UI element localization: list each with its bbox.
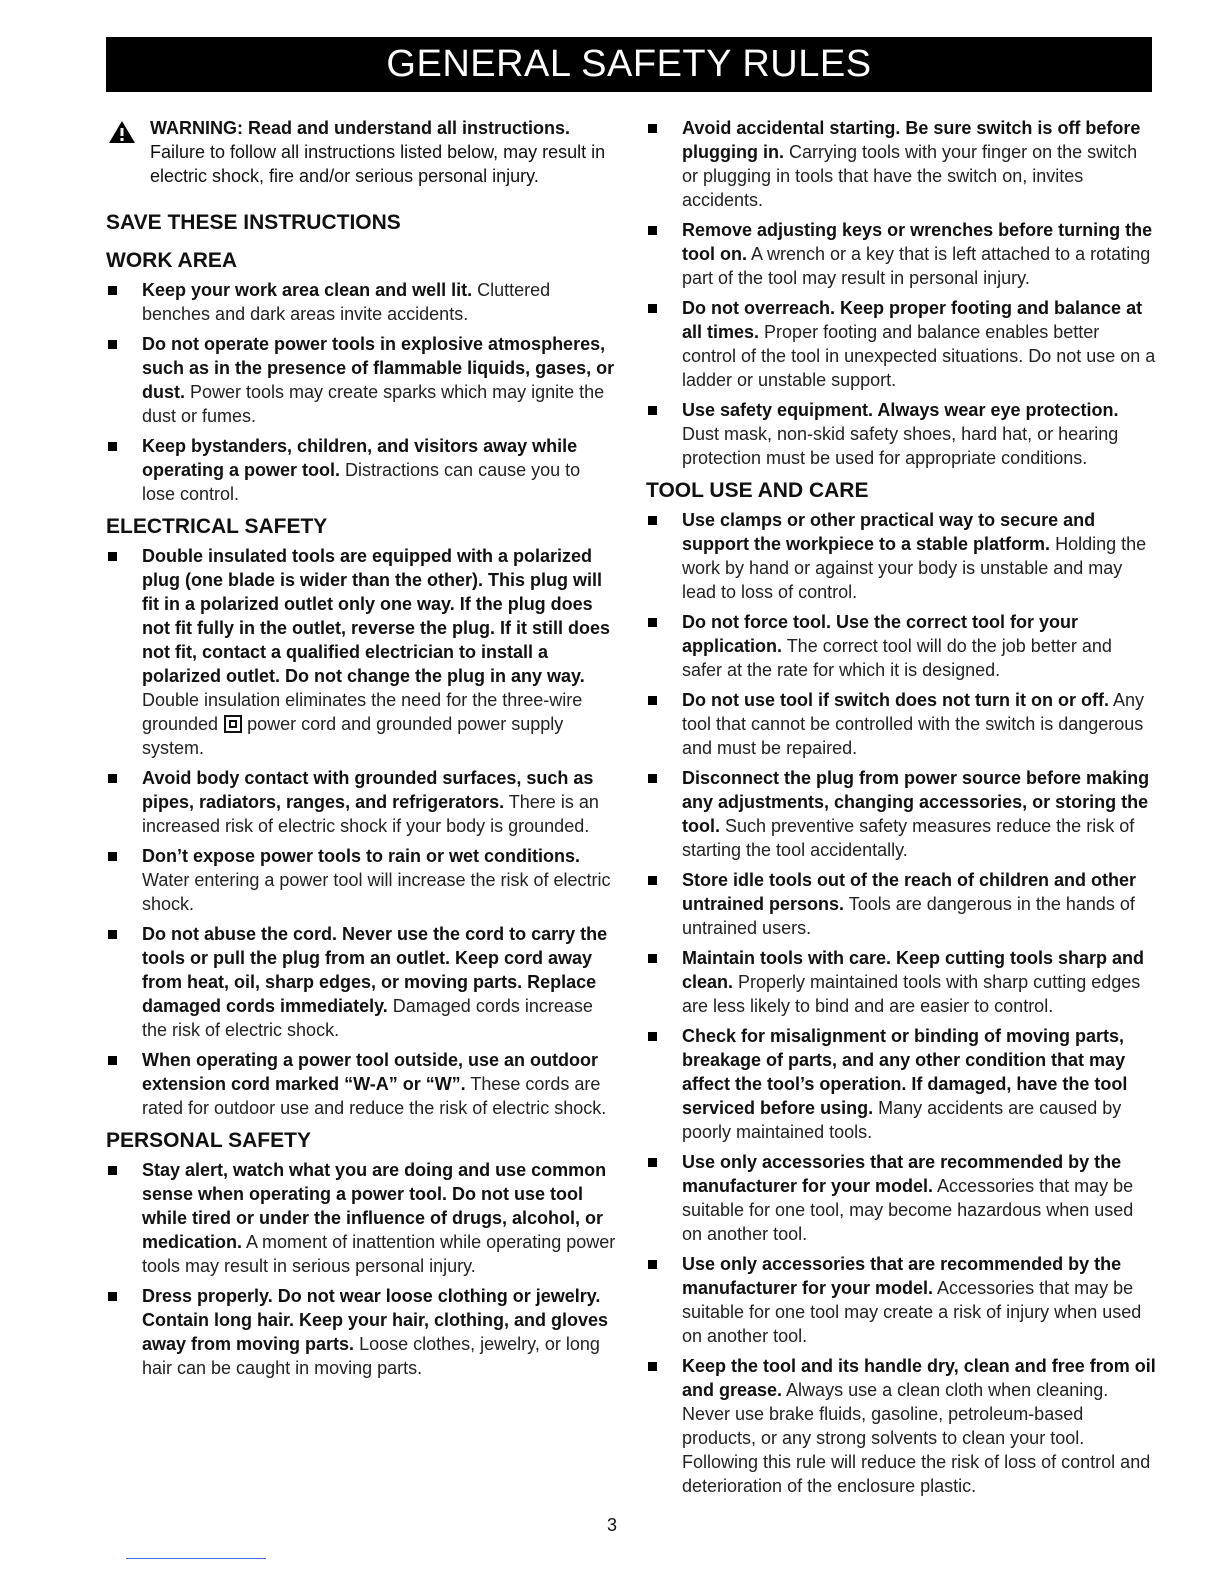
rule-bold-text: Do not abuse the cord. Never use the cord to carry the tools or pull the plug from an outlet. Keep cord away from heat, oil, sharp edges, or moving parts. Replace damaged cords immediately. [142,924,608,1016]
rule-item [644,296,1156,392]
rule-text: Dust mask, non-skid safety shoes, hard hat, or hearing protection must be used for appropriate conditions. [682,424,1119,468]
rules-list [104,544,616,1120]
square-bullet-icon [648,304,657,313]
square-bullet-icon [108,442,117,451]
rule-bold-text: Dress properly. Do not wear loose clothing or jewelry. Contain long hair. Keep your hair, clothing, and gloves away from moving parts. [142,1286,609,1354]
rule-item [644,868,1156,940]
square-bullet-icon [108,286,117,295]
footer-link-underline [126,1558,266,1559]
rule-text: Loose clothes, jewelry, or long hair can be caught in moving parts. [142,1334,600,1378]
page-number: 3 [606,1515,617,1535]
rule-item [644,688,1156,760]
square-bullet-icon [648,774,657,783]
rule-item [644,508,1156,604]
warning-label: WARNING: Read and understand all instructions. [150,118,571,138]
rule-text: Double insulation eliminates the need for the three-wire grounded [142,690,583,734]
rule-bold-text: Do not force tool. Use the correct tool for your application. [682,612,1079,656]
section-heading: TOOL USE AND CARE [646,479,869,502]
left-column [104,116,616,1388]
rule-text: Accessories that may be suitable for one tool, may become hazardous when used on another tool. [682,1176,1134,1244]
square-bullet-icon [108,774,117,783]
rule-item [644,218,1156,290]
rule-text: Such preventive safety measures reduce the risk of starting the tool accidentally. [682,816,1135,860]
rule-bold-text: Store idle tools out of the reach of children and other untrained persons. [682,870,1137,914]
rule-item [644,1252,1156,1348]
rule-item [644,1150,1156,1246]
rule-bold-text: Do not use tool if switch does not turn it on or off. [682,690,1109,710]
square-bullet-icon [648,696,657,705]
square-bullet-icon [648,1032,657,1041]
rule-item [644,766,1156,862]
section-heading: PERSONAL SAFETY [106,1129,311,1152]
section-heading: ELECTRICAL SAFETY [106,515,328,538]
rule-item [104,922,616,1042]
save-instructions-heading: SAVE THESE INSTRUCTIONS [106,211,401,234]
rule-item [104,844,616,916]
rule-bold-text: Use only accessories that are recommended by the manufacturer for your model. [682,1152,1122,1196]
rule-text: Accessories that may be suitable for one tool may create a risk of injury when used on another tool. [682,1278,1142,1346]
rule-item [644,610,1156,682]
rule-item [644,398,1156,470]
rule-text: A wrench or a key that is left attached to a rotating part of the tool may result in personal injury. [682,244,1151,288]
square-bullet-icon [108,1292,117,1301]
double-insulation-icon [224,715,242,733]
square-bullet-icon [108,1166,117,1175]
rule-text: Many accidents are caused by poorly maintained tools. [682,1098,1122,1142]
rule-bold-text: Maintain tools with care. Keep cutting tools sharp and clean. [682,948,1145,992]
square-bullet-icon [648,1158,657,1167]
rule-text: Properly maintained tools with sharp cutting edges are less likely to bind and are easier to control. [682,972,1141,1016]
rule-text: Water entering a power tool will increase the risk of electric shock. [142,870,611,914]
section-heading: WORK AREA [106,249,238,272]
rule-text: Distractions can cause you to lose control. [142,460,581,504]
square-bullet-icon [648,1260,657,1269]
rule-bold-text: Check for misalignment or binding of moving parts, breakage of parts, and any other condition that may affect the tool’s operation. If damaged, have the tool serviced before using. [682,1026,1128,1118]
rule-item [104,332,616,428]
rule-bold-text: Use only accessories that are recommended by the manufacturer for your model. [682,1254,1122,1298]
rule-text: power cord and grounded power supply system. [142,714,564,758]
square-bullet-icon [648,954,657,963]
rule-bold-text: When operating a power tool outside, use an outdoor extension cord marked “W-A” or “W”. [142,1050,599,1094]
rule-text: Cluttered benches and dark areas invite accidents. [142,280,551,324]
rule-item [104,1284,616,1380]
square-bullet-icon [648,1362,657,1371]
square-bullet-icon [648,876,657,885]
rule-item [644,1024,1156,1144]
left-sections [104,248,616,1380]
warning-text: Failure to follow all instructions listed below, may result in electric shock, fire and/or serious personal injury. [150,142,606,186]
square-bullet-icon [108,852,117,861]
right-sections [644,116,1156,1498]
rule-bold-text: Double insulated tools are equipped with a polarized plug (one blade is wider than the other). This plug will fit in a polarized outlet only one way. If the plug does not fit fully in the outlet, reverse the plug. If it still does not fit, contact a qualified electrician to install a polarized outlet. Do not change the plug in any way. [142,546,611,686]
rule-item [104,1158,616,1278]
rule-text: The correct tool will do the job better and safer at the rate for which it is designed. [682,636,1112,680]
rule-item [644,946,1156,1018]
square-bullet-icon [648,618,657,627]
rule-text: There is an increased risk of electric shock if your body is grounded. [142,792,599,836]
warning-block [104,116,616,188]
rule-bold-text: Do not operate power tools in explosive atmospheres, such as in the presence of flammable liquids, gases, or dust. [142,334,615,402]
rules-list [104,1158,616,1380]
rule-bold-text: Avoid accidental starting. Be sure switch is off before plugging in. [682,118,1141,162]
square-bullet-icon [648,406,657,415]
rule-text: Power tools may create sparks which may ignite the dust or fumes. [142,382,605,426]
rule-text: Carrying tools with your finger on the switch or plugging in tools that have the switch on, invites accidents. [682,142,1138,210]
rules-list [644,116,1156,470]
rule-text: Damaged cords increase the risk of electric shock. [142,996,593,1040]
warning-triangle-icon [108,120,136,144]
rule-bold-text: Remove adjusting keys or wrenches before turning the tool on. [682,220,1153,264]
rule-text: Holding the work by hand or against your body is unstable and may lead to loss of control. [682,534,1147,602]
rule-text: Proper footing and balance enables better control of the tool in unexpected situations. Do not use on a ladder or unstable support. [682,322,1156,390]
rule-item [104,278,616,326]
rule-bold-text: Use clamps or other practical way to secure and support the workpiece to a stable platform. [682,510,1096,554]
square-bullet-icon [648,124,657,133]
rule-item [104,1048,616,1120]
rule-bold-text: Keep the tool and its handle dry, clean and free from oil and grease. [682,1356,1156,1400]
square-bullet-icon [108,552,117,561]
rules-list [644,508,1156,1498]
rule-item [104,434,616,506]
rule-bold-text: Keep your work area clean and well lit. [142,280,473,300]
rule-bold-text: Disconnect the plug from power source before making any adjustments, changing accessories, or storing the tool. [682,768,1150,836]
rule-item [644,1354,1156,1498]
rule-bold-text: Don’t expose power tools to rain or wet conditions. [142,846,581,866]
rules-list [104,278,616,506]
rule-bold-text: Stay alert, watch what you are doing and use common sense when operating a power tool. Do not use tool while tired or under the influence of drugs, alcohol, or medication. [142,1160,607,1252]
right-column [644,116,1156,1506]
square-bullet-icon [108,1056,117,1065]
rule-bold-text: Keep bystanders, children, and visitors away while operating a power tool. [142,436,578,480]
rule-bold-text: Use safety equipment. Always wear eye protection. [682,400,1119,420]
rule-bold-text: Do not overreach. Keep proper footing and balance at all times. [682,298,1143,342]
page-banner: GENERAL SAFETY RULES [106,37,1152,92]
rule-bold-text: Avoid body contact with grounded surfaces, such as pipes, radiators, ranges, and refrigerators. [142,768,594,812]
rule-text: These cords are rated for outdoor use and reduce the risk of electric shock. [142,1074,607,1118]
square-bullet-icon [108,340,117,349]
rule-text: Any tool that cannot be controlled with the switch is dangerous and must be repaired. [682,690,1144,758]
square-bullet-icon [648,226,657,235]
rule-text: Always use a clean cloth when cleaning. Never use brake fluids, gasoline, petroleum-based products, or any strong solvents to clean your tool. Following this rule will reduce the risk of loss of control and deterioration of the enclosure plastic. [682,1380,1151,1496]
rule-item [104,544,616,760]
rule-item [644,116,1156,212]
rule-item [104,766,616,838]
square-bullet-icon [108,930,117,939]
square-bullet-icon [648,516,657,525]
rule-text: A moment of inattention while operating power tools may result in serious personal injury. [142,1232,616,1276]
rule-text: Tools are dangerous in the hands of untrained users. [682,894,1135,938]
